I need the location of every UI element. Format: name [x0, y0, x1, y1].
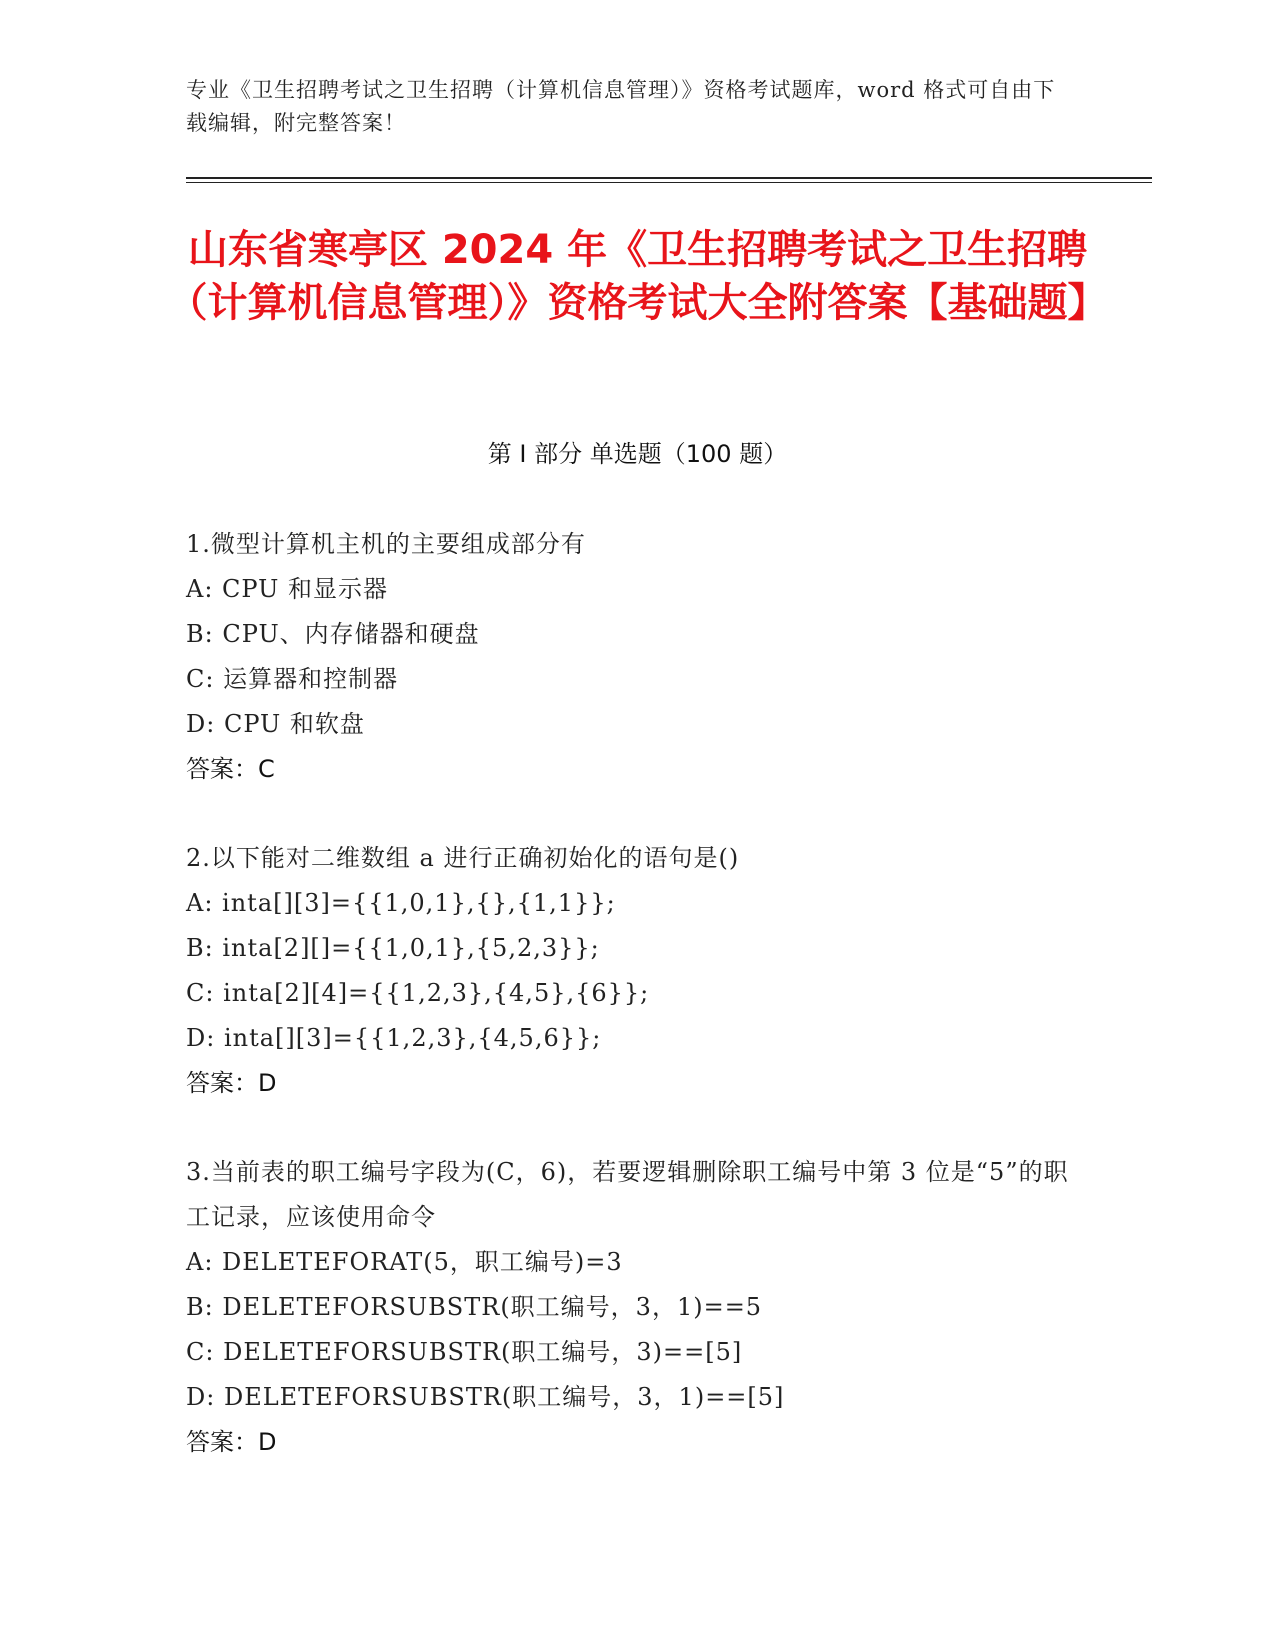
header-note: 专业《卫生招聘考试之卫生招聘（计算机信息管理）》资格考试题库，word 格式可自由下载编辑，附完整答案！	[186, 78, 1056, 135]
option-d: D: CPU 和软盘	[186, 710, 365, 738]
answer-line: 答案：C	[186, 755, 275, 783]
option-b: B: DELETEFORSUBSTR(职工编号，3，1)==5	[186, 1293, 763, 1321]
option-b: B: CPU、内存储器和硬盘	[186, 620, 480, 648]
option-c: C: inta[2][4]={{1,2,3},{4,5},{6}};	[186, 979, 650, 1007]
question-stem: 1.微型计算机主机的主要组成部分有	[186, 530, 586, 558]
option-a: A: CPU 和显示器	[186, 575, 388, 603]
question-list	[186, 522, 1086, 1509]
question-1	[186, 522, 1086, 792]
question-3	[186, 1150, 1086, 1465]
option-d: D: DELETEFORSUBSTR(职工编号，3，1)==[5]	[186, 1383, 785, 1411]
answer-line: 答案：D	[186, 1069, 277, 1097]
section-heading: 第 I 部分 单选题（100 题）	[487, 440, 788, 468]
document-title: 山东省寒亭区 2024 年《卫生招聘考试之卫生招聘（计算机信息管理）》资格考试大全附答案【基础题】	[167, 227, 1108, 326]
answer-line: 答案：D	[186, 1428, 277, 1456]
question-stem: 2.以下能对二维数组 a 进行正确初始化的语句是()	[186, 844, 740, 872]
option-d: D: inta[][3]={{1,2,3},{4,5,6}};	[186, 1024, 602, 1052]
option-a: A: inta[][3]={{1,0,1},{},{1,1}};	[186, 889, 616, 917]
question-stem: 3.当前表的职工编号字段为(C，6)，若要逻辑删除职工编号中第 3 位是“5”的职工记录，应该使用命令	[186, 1158, 1069, 1231]
option-b: B: inta[2][]={{1,0,1},{5,2,3}};	[186, 934, 600, 962]
header-divider-thin	[186, 182, 1152, 183]
header-divider	[186, 177, 1152, 179]
option-c: C: DELETEFORSUBSTR(职工编号，3)==[5]	[186, 1338, 743, 1366]
option-a: A: DELETEFORAT(5，职工编号)=3	[186, 1248, 623, 1276]
option-c: C: 运算器和控制器	[186, 665, 399, 693]
question-2	[186, 836, 1086, 1106]
